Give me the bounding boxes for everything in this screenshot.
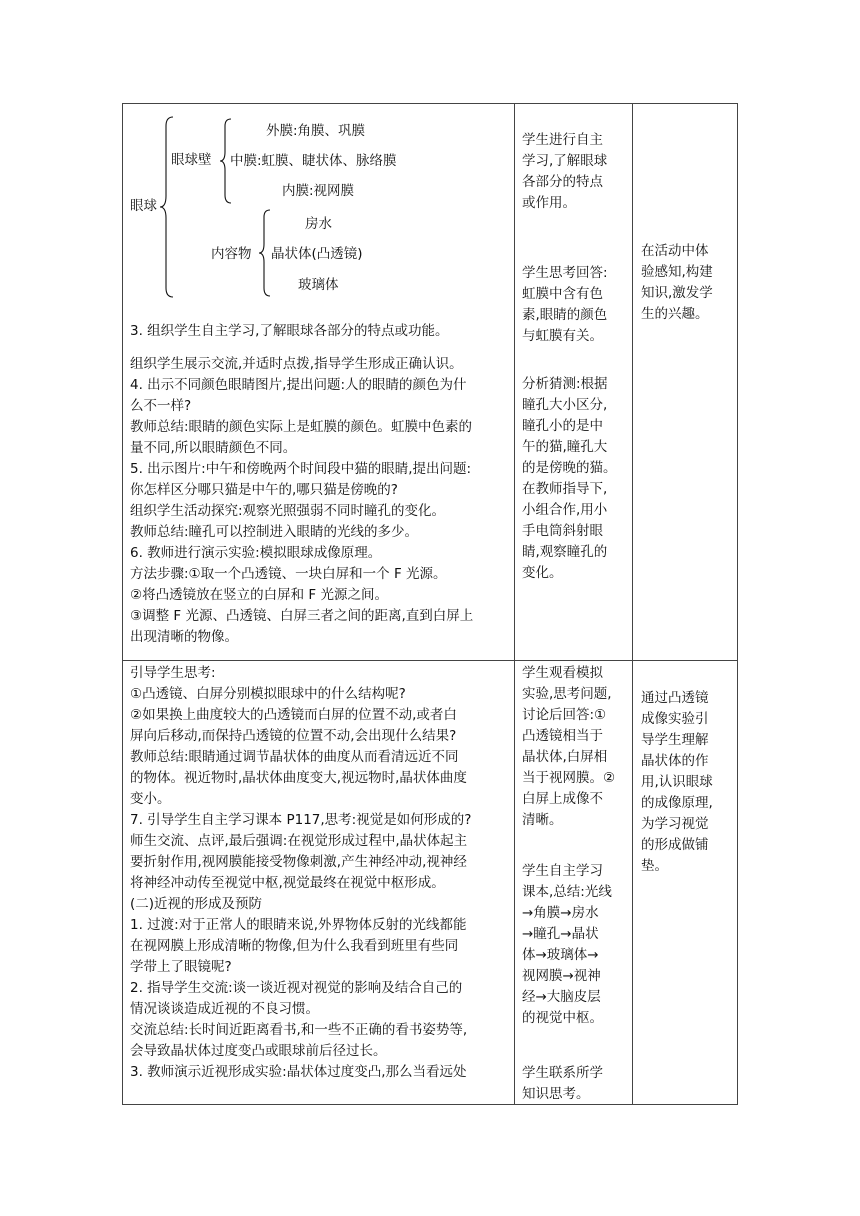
text-line: 视网膜→视神 [522,968,601,984]
text-line: 引导学生思考: [130,665,216,681]
root-brace [160,116,174,299]
text-line: 会导致晶状体过度变凸或眼球前后径过长。 [130,1043,387,1059]
text-line: 瞳孔小的是中 [522,418,603,434]
text-line: 经→大脑皮层 [522,989,601,1005]
table-border-right [737,103,738,1105]
row1-teacher-activities [130,321,510,648]
text-line: 或作用。 [522,195,576,211]
text-line: 组织学生展示交流,并适时点拨,指导学生形成正确认识。 [130,356,463,372]
text-line: ②如果换上曲度较大的凸透镜而白屏的位置不动,或者白 [130,707,457,723]
text-line: 学生观看模拟 [522,665,603,681]
text-line: 讨论后回答:① [522,707,607,723]
text-line: 用,认识眼球 [641,774,713,790]
text-line: 与虹膜有关。 [522,328,603,344]
text-line: 将神经冲动传至视觉中枢,视觉最终在视觉中枢形成。 [130,875,445,891]
text-line: 通过凸透镜 [641,690,709,706]
text-line: 小组合作,用小 [522,502,608,518]
text-line: 1. 过渡:对于正常人的眼睛来说,外界物体反射的光线都能 [130,917,467,933]
text-line: 在视网膜上形成清晰的物像,但为什么我看到班里有些同 [130,938,459,954]
text-line: 午的猫,瞳孔大 [522,439,608,455]
text-line: 你怎样区分哪只猫是中午的,哪只猫是傍晚的? [130,482,398,498]
text-line: 在活动中体 [641,243,709,259]
text-line: 睛,观察瞳孔的 [522,544,608,560]
outer-membrane: 外膜:角膜、巩膜 [266,123,366,139]
text-line: 瞳孔大小区分, [522,397,608,413]
text-line: 3. 教师演示近视形成实验:晶状体过度变凸,那么当看远处 [130,1064,467,1080]
text-line: 师生交流、点评,最后强调:在视觉形成过程中,晶状体起主 [130,833,468,849]
text-line: 的物体。视近物时,晶状体曲度变大,视远物时,晶状体曲度 [130,770,467,786]
row2-student-thinking [522,1063,630,1105]
text-line: 出现清晰的物像。 [130,629,238,645]
text-line: 知识思考。 [522,1086,590,1102]
contents-item: 房水 [305,216,332,232]
text-line: 的视觉中枢。 [522,1010,603,1026]
text-line: 学生自主学习 [522,863,603,879]
table-border-bottom [122,1104,738,1105]
text-line: 课本,总结:光线 [522,884,612,900]
section-heading: (二)近视的形成及预防 [130,896,263,912]
text-line: 学生进行自主 [522,132,603,148]
text-line: 手电筒斜射眼 [522,523,603,539]
text-line: 学带上了眼镜呢? [130,959,232,975]
text-line: 晶状体,白屏相 [522,749,608,765]
text-line: 教师总结:眼睛通过调节晶状体的曲度从而看清远近不同 [130,749,459,765]
text-line: 导学生理解 [641,732,709,748]
text-line: ③调整 F 光源、凸透镜、白屏三者之间的距离,直到白屏上 [130,608,474,624]
text-line: 虹膜中含有色 [522,286,603,302]
text-line: 为学习视觉 [641,816,709,832]
text-line: 凸透镜相当于 [522,728,603,744]
contents-label: 内容物 [211,246,252,262]
text-line: 量不同,所以眼睛颜色不同。 [130,440,297,456]
text-line: 素,眼睛的颜色 [522,307,608,323]
row1-student-activities [522,130,630,214]
inner-membrane: 内膜:视网膜 [282,183,355,199]
text-line: 屏向后移动,而保持凸透镜的位置不动,会出现什么结果? [130,728,457,744]
text-line: 交流总结:长时间近距离看书,和一些不正确的看书姿势等, [130,1022,468,1038]
text-line: 的是傍晚的猫。 [522,460,617,476]
text-line: 组织学生活动探究:观察光照强弱不同时瞳孔的变化。 [130,503,446,519]
text-line: 知识,激发学 [641,285,713,301]
text-line: →角膜→房水 [522,905,599,921]
text-line: ②将凸透镜放在竖立的白屏和 F 光源之间。 [130,587,388,603]
text-line: 生的兴趣。 [641,306,709,322]
row1-student-analysis [522,374,630,584]
text-line: 学生联系所学 [522,1065,603,1081]
text-line: 5. 出示图片:中午和傍晚两个时间段中猫的眼睛,提出问题: [130,461,472,477]
row2-student-activities [522,663,630,831]
text-line: 学生思考回答: [522,265,608,281]
text-line: 教师总结:眼睛的颜色实际上是虹膜的颜色。虹膜中色素的 [130,419,473,435]
row1-student-answer [522,263,630,347]
row2-teacher-activities [130,663,510,1083]
text-line: 的形成做铺 [641,837,709,853]
text-line: 变小。 [130,791,171,807]
contents-item: 玻璃体 [298,277,339,293]
text-line: 变化。 [522,565,563,581]
text-line: 实验,思考问题, [522,686,612,702]
text-line: →瞳孔→晶状 [522,926,599,942]
table-border-top [122,103,738,104]
contents-item: 晶状体(凸透镜) [271,246,363,262]
middle-membrane: 中膜:虹膜、睫状体、脉络膜 [230,153,397,169]
table-column-divider [632,103,633,1105]
text-line: 当于视网膜。② [522,770,616,786]
text-line: 3. 组织学生自主学习,了解眼球各部分的特点或功能。 [130,323,449,339]
text-line: 4. 出示不同颜色眼睛图片,提出问题:人的眼睛的颜色为什 [130,377,467,393]
text-line: 7. 引导学生自主学习课本 P117,思考:视觉是如何形成的? [130,812,472,828]
text-line: 方法步骤:①取一个凸透镜、一块白屏和一个 F 光源。 [130,566,447,582]
text-line: 学习,了解眼球 [522,153,608,169]
wall-label: 眼球壁 [171,152,212,168]
text-line: 成像实验引 [641,711,709,727]
text-line: 体→玻璃体→ [522,947,599,963]
table-row-divider [122,660,738,661]
row2-student-summary [522,861,630,1029]
diagram-root-label: 眼球 [130,198,157,214]
table-column-divider [514,103,515,1105]
text-line: 各部分的特点 [522,174,603,190]
text-line: ①凸透镜、白屏分别模拟眼球中的什么结构呢? [130,686,406,702]
text-line: 清晰。 [522,812,563,828]
text-line: 分析猜测:根据 [522,376,608,392]
text-line: 在教师指导下, [522,481,608,497]
text-line: 6. 教师进行演示实验:模拟眼球成像原理。 [130,545,382,561]
text-line: 白屏上成像不 [522,791,603,807]
text-line: 教师总结:瞳孔可以控制进入眼睛的光线的多少。 [130,524,419,540]
text-line: 的成像原理, [641,795,713,811]
text-line: 验感知,构建 [641,264,713,280]
row2-design-intent [641,688,735,877]
row1-design-intent [641,241,735,325]
text-line: 2. 指导学生交流:谈一谈近视对视觉的影响及结合自己的 [130,980,463,996]
table-border-left [122,103,123,1105]
text-line: 垫。 [641,858,668,874]
text-line: 情况谈谈造成近视的不良习惯。 [130,1001,319,1017]
text-line: 晶状体的作 [641,753,709,769]
text-line: 么不一样? [130,398,192,414]
contents-brace [259,209,271,297]
text-line: 要折射作用,视网膜能接受物像刺激,产生神经冲动,视神经 [130,854,467,870]
